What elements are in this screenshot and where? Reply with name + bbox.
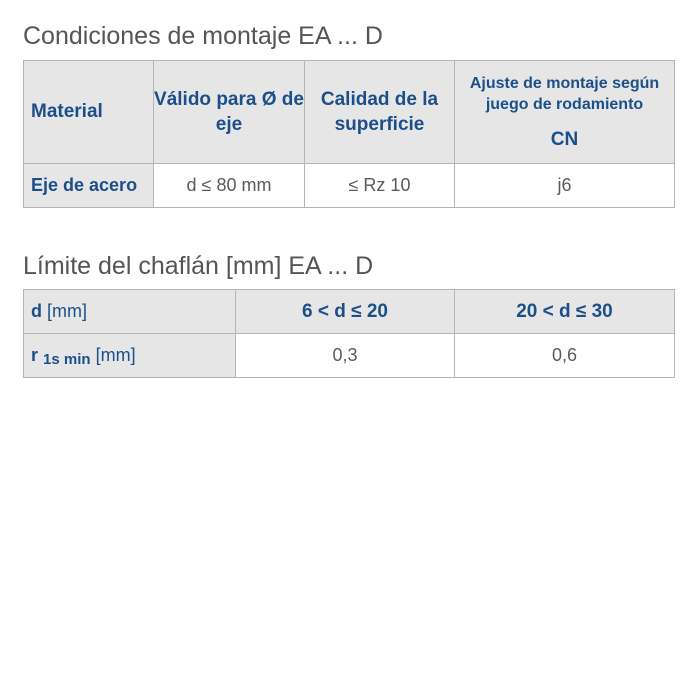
header-ajuste (455, 61, 675, 164)
row-r-unit: [mm] (95, 345, 136, 365)
header-material: Material (24, 61, 154, 164)
cell-r-range-1: 0,3 (236, 334, 455, 378)
header-ajuste-label: Ajuste de montaje según juego de rodamiento (469, 75, 660, 113)
cell-valido: d ≤ 80 mm (154, 164, 305, 208)
header-range-2: 20 < d ≤ 30 (455, 290, 675, 334)
cell-r-range-2: 0,6 (455, 334, 675, 378)
header-range-1: 6 < d ≤ 20 (236, 290, 455, 334)
table-header-row (24, 290, 675, 334)
section-title-condiciones: Condiciones de montaje EA ... D (23, 22, 383, 50)
table-header-row (24, 61, 675, 164)
header-ajuste-cn: CN (550, 129, 579, 150)
cell-material: Eje de acero (24, 164, 154, 208)
header-calidad: Calidad de la superficie (305, 61, 455, 164)
header-d (24, 290, 236, 334)
section-title-chaflan: Límite del chaflán [mm] EA ... D (23, 252, 374, 280)
table-row (24, 334, 675, 378)
row-r-label (24, 334, 236, 378)
condiciones-table (23, 60, 675, 208)
header-d-label: d (31, 301, 42, 321)
row-r-symbol: r (31, 345, 39, 365)
cell-calidad: ≤ Rz 10 (305, 164, 455, 208)
header-valido: Válido para Ø de eje (154, 61, 305, 164)
table-row (24, 164, 675, 208)
chaflan-table (23, 289, 675, 378)
row-r-subscript: 1s min (43, 351, 91, 368)
cell-ajuste: j6 (455, 164, 675, 208)
header-d-unit: [mm] (47, 301, 88, 321)
